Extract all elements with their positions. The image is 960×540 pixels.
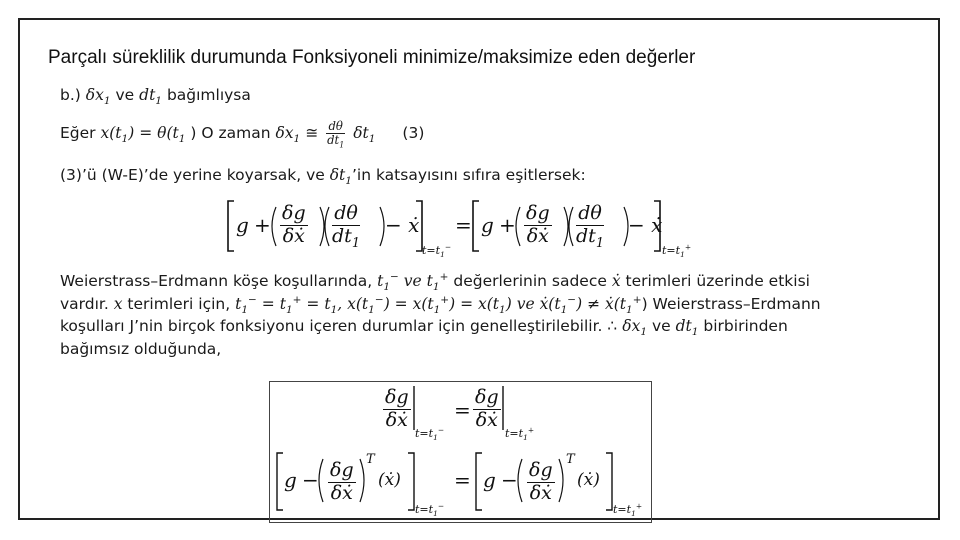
- eger-lhs: $x(t_1) = \theta(t_1$: [100, 123, 186, 145]
- eq1-minus-xdot-right: − ẋ: [628, 213, 663, 237]
- boxed-equals-2: =: [454, 468, 471, 492]
- eq1-minus-xdot-left: − ẋ: [385, 213, 420, 237]
- eq1-frac-dg-left: δg δẋ: [282, 202, 306, 247]
- boxed-minus-right: −: [501, 468, 518, 492]
- boxed-frac2-left: δg δẋ: [330, 459, 354, 504]
- substitution-text-a: (3)’ü (W-E)’de yerine koyarsak, ve: [60, 166, 325, 184]
- eq1-eval-right: $t=t_1^+$: [662, 242, 692, 260]
- item-b-connector: ve: [115, 86, 135, 104]
- eger-prefix: Eğer: [60, 123, 96, 142]
- boxed-equals-1: =: [454, 398, 471, 422]
- substitution-text-b: ’in katsayısını sıfıra eşitlersek:: [351, 166, 586, 184]
- slide-title: Parçalı süreklilik durumunda Fonksiyoneli minimize/maksimize eden değerler: [48, 47, 696, 68]
- eq1-g-right: g: [481, 213, 494, 237]
- eq1-frac-dtheta-left: dθ $dt_1$: [332, 202, 361, 251]
- boxed-g-right: g: [483, 468, 496, 492]
- boxed-T-right: T: [566, 452, 575, 467]
- eq1-plus-left: +: [254, 213, 271, 237]
- item-b-prefix: b.): [60, 86, 81, 104]
- eq1-plus-right: +: [499, 213, 516, 237]
- eger-approx: ≅: [305, 123, 319, 142]
- eger-tag: (3): [402, 123, 425, 142]
- boxed-minus-left: −: [302, 468, 319, 492]
- eq1-equals: =: [455, 213, 472, 237]
- eger-dt: $\delta t_1$: [353, 123, 376, 145]
- boxed-frac-right: δg δẋ: [475, 386, 499, 431]
- boxed-xdot-right: (ẋ): [577, 470, 600, 490]
- boxed-frac-left: δg δẋ: [385, 386, 409, 431]
- eq1-eval-left: $t=t_1^-$: [422, 242, 452, 260]
- item-b-var2: $dt_1$: [139, 86, 162, 108]
- substitution-var: $\delta t_1$: [329, 166, 352, 188]
- eq1-frac-dg-right: δg δẋ: [526, 202, 550, 247]
- boxed-eval-right-1: $t=t_1^+$: [505, 425, 535, 443]
- boxed-eval-left-2: $t=t_1^-$: [415, 501, 445, 519]
- boxed-eval-left-1: $t=t_1^-$: [415, 425, 445, 443]
- item-b-var1: $\delta x_1$: [85, 86, 111, 108]
- weierstrass-paragraph: Weierstrass–Erdmann köşe koşullarında, $t_1^-$ ve $t_1^+$ değerlerinin sadece ẋ terimleri üzerinde etkisi vardır. x terimleri için, $t_1^- = t_1^+ = t_1$, $x(t_1^-) = x(t_1^+) = x(t_1)$ ve $ẋ(t_1^-)$ ≠ $ẋ(t_1^+)$ Weierstrass–Erdmann koşulları J’nin birçok fonksiyonu içeren durumlar için genelleştirilebilir. ∴ $\delta x_1$ ve $dt_1$ birbirinden bağımsız olduğunda,: [60, 270, 821, 358]
- eger-dx: $\delta x_1$: [275, 123, 301, 145]
- boxed-xdot-left: (ẋ): [378, 470, 401, 490]
- boxed-frac2-right: δg δẋ: [529, 459, 553, 504]
- eq1-g-left: g: [236, 213, 249, 237]
- eger-mid: ) O zaman: [190, 123, 271, 142]
- boxed-eval-right-2: $t=t_1^+$: [613, 501, 643, 519]
- boxed-g-left: g: [284, 468, 297, 492]
- item-b-suffix: bağımlıysa: [166, 86, 251, 104]
- eger-fraction: $\frac{d\theta}{dt_1}$: [327, 119, 345, 150]
- eq1-frac-dtheta-right: dθ $dt_1$: [576, 202, 605, 251]
- boxed-T-left: T: [366, 452, 375, 467]
